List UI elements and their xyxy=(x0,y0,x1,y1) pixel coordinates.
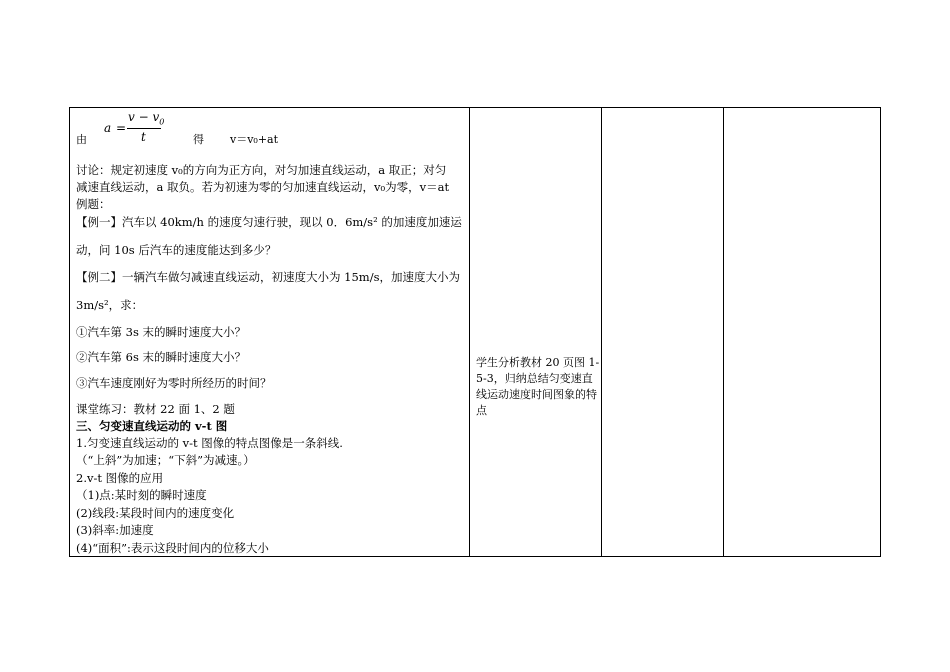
column-divider-2 xyxy=(601,107,602,557)
column-divider-3 xyxy=(723,107,724,557)
question-2: ②汽车第 6s 末的瞬时速度大小？ xyxy=(76,350,247,364)
example-1-line-2: 动，问 10s 后汽车的速度能达到多少？ xyxy=(76,243,277,257)
practice-line: 课堂练习：教材 22 面 1、2 题 xyxy=(76,402,235,416)
question-3: ③汽车速度刚好为零时所经历的时间？ xyxy=(76,376,272,390)
student-activity-text: 学生分析教材 20 页图 1-5-3，归纳总结匀变速直线运动速度时间图象的特点 xyxy=(476,356,600,417)
discussion-line-1: 讨论：规定初速度 v₀的方向为正方向，对匀加速直线运动，a 取正；对匀 xyxy=(76,163,447,177)
section-3-heading: 三、匀变速直线运动的 v-t 图 xyxy=(76,419,228,433)
formula-denominator: t xyxy=(141,130,146,144)
formula-result: v＝v₀+at xyxy=(230,133,279,146)
vt-line-1-note: （“上斜”为加速；“下斜”为减速。） xyxy=(76,453,255,467)
table-bottom-border xyxy=(69,556,881,557)
column-divider-1 xyxy=(469,107,470,557)
application-3: (3)斜率:加速度 xyxy=(76,523,154,537)
formula-equals: = xyxy=(116,121,127,135)
vt-line-1: 1.匀变速直线运动的 v-t 图像的特点图像是一条斜线. xyxy=(76,436,343,450)
formula-numerator: $v - v_0$ xyxy=(128,110,165,127)
formula-result-word: 得 xyxy=(193,133,204,146)
example-2-line-2: 3m/s²，求： xyxy=(76,298,144,312)
example-label: 例题： xyxy=(76,197,111,211)
table-top-border xyxy=(69,107,881,108)
example-2-line-1: 【例二】一辆汽车做匀减速直线运动，初速度大小为 15m/s，加速度大小为 xyxy=(76,270,460,284)
table-left-border xyxy=(69,107,70,557)
formula-lhs: a xyxy=(104,121,112,135)
table-right-border xyxy=(880,107,881,557)
application-2: (2)线段:某段时间内的速度变化 xyxy=(76,506,235,520)
fraction-bar xyxy=(127,128,161,129)
formula-prefix: 由 xyxy=(76,133,87,146)
vt-line-2: 2.v-t 图像的应用 xyxy=(76,471,164,485)
application-4: (4)“面积”:表示这段时间内的位移大小 xyxy=(76,541,269,555)
discussion-line-2: 减速直线运动，a 取负。若为初速为零的匀加速直线运动，v₀为零，v＝at xyxy=(76,180,450,194)
example-1-line-1: 【例一】汽车以 40km/h 的速度匀速行驶，现以 0．6m/s² 的加速度加速运 xyxy=(76,215,462,229)
application-1: （1)点:某时刻的瞬时速度 xyxy=(76,488,207,502)
question-1: ①汽车第 3s 末的瞬时速度大小？ xyxy=(76,325,247,339)
